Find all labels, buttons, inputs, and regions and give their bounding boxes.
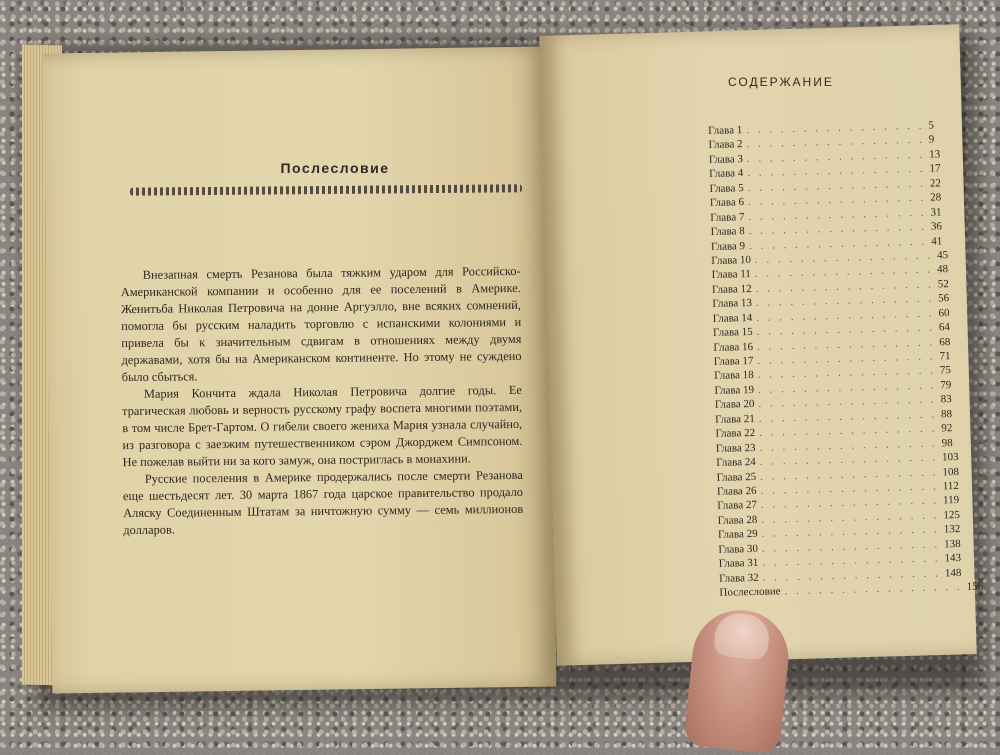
toc-leader-dots: . . . . . . . . . . . . . . . . [748,220,928,238]
toc-page-number: 143 [944,552,962,565]
toc-page-number: 138 [944,537,961,551]
toc-label: Глава 21 [715,412,755,426]
toc-label: Глава 11 [711,268,752,282]
toc-page-number: 22 [929,177,942,190]
toc-leader-dots: . . . . . . . . . . . . . . . . [756,336,936,353]
toc-leader-dots: . . . . . . . . . . . . . . . . [760,494,940,512]
afterword-paragraph: Русские поселения в Америке продержались после смерти Резанова еще шестьдесят лет. 30 марта 1867 года царское правительство продало Аляску Соединенным Штатам за ничтожную сумму — семь миллионов долларов. [122,467,524,538]
toc-page-number: 5 [928,119,935,132]
toc-label: Глава 15 [712,326,753,340]
toc-label: Глава 16 [713,340,754,354]
contents-title: СОДЕРЖАНИЕ [728,75,834,89]
toc-label: Глава 17 [713,354,754,368]
toc-page-number: 75 [939,364,952,377]
toc-label: Послесловие [719,585,781,599]
toc-page-number: 31 [930,205,942,219]
toc-leader-dots: . . . . . . . . . . . . . . . . [760,480,939,497]
toc-leader-dots: . . . . . . . . . . . . . . . . [747,177,927,194]
toc-page-number: 36 [930,220,943,233]
toc-leader-dots: . . . . . . . . . . . . . . . . [761,523,940,541]
toc-leader-dots: . . . . . . . . . . . . . . . . [760,465,939,483]
toc-label: Глава 13 [712,297,753,311]
toc-page-number: 48 [936,263,949,276]
toc-leader-dots: . . . . . . . . . . . . . . . . [754,263,934,281]
afterword-paragraph: Мария Кончита ждала Николая Петровича долгие годы. Ее трагическая любовь и верность русскому графу воспета многими поэтами, в том числе Брет-Гартом. О гибели своего жениха Мария узнала случайно, из разговора с заезжим путешественником сэром Джорджем Симпсоном. Не пожелав выйти ни за кого замуж, она постриглась в монахини. [122,382,523,470]
toc-label: Глава 22 [715,427,756,441]
toc-label: Глава 24 [716,455,757,469]
toc-page-number: 125 [943,508,961,522]
toc-page-number: 98 [941,436,953,450]
toc-leader-dots: . . . . . . . . . . . . . . . . [757,364,937,382]
toc-page-number: 52 [937,277,949,291]
toc-label: Глава 8 [710,225,745,239]
toc-page-number: 112 [942,479,960,493]
toc-label: Глава 14 [712,311,753,325]
toc-label: Глава 5 [709,181,744,195]
toc-leader-dots: . . . . . . . . . . . . . . . . [747,191,927,209]
toc-label: Глава 28 [717,513,758,527]
toc-label: Глава 2 [708,138,743,152]
toc-label: Глава 27 [717,499,758,513]
toc-page-number: 119 [942,494,960,507]
toc-leader-dots: . . . . . . . . . . . . . . . . [755,292,935,310]
toc-leader-dots: . . . . . . . . . . . . . . . . [758,408,938,425]
toc-page-number: 17 [929,162,941,175]
toc-label: Глава 12 [711,282,752,296]
toc-page-number: 13 [929,148,941,161]
toc-leader-dots: . . . . . . . . . . . . . . . . [746,119,925,137]
toc-page-number: 41 [931,234,943,248]
toc-page-number: 56 [938,292,950,305]
toc-label: Глава 10 [711,253,752,267]
toc-leader-dots: . . . . . . . . . . . . . . . . [748,206,927,223]
toc-page-number: 79 [940,379,952,392]
toc-leader-dots: . . . . . . . . . . . . . . . . [756,307,935,324]
toc-leader-dots: . . . . . . . . . . . . . . . . [761,509,940,526]
toc-page-number: 28 [930,191,942,204]
toc-leader-dots: . . . . . . . . . . . . . . . . [759,451,939,468]
toc-label: Глава 9 [710,239,746,253]
afterword-text [121,263,524,539]
toc-page-number: 68 [939,335,951,348]
toc-label: Глава 1 [708,124,743,137]
toc-leader-dots: . . . . . . . . . . . . . . . . [746,148,926,165]
toc-page-number: 60 [938,306,950,320]
toc-page-number: 45 [936,249,949,262]
toc-label: Глава 6 [709,196,745,210]
toc-leader-dots: . . . . . . . . . . . . . . . . [762,567,942,584]
toc-leader-dots: . . . . . . . . . . . . . . . . [761,538,941,555]
afterword-paragraph: Внезапная смерть Резанова была тяжким ударом для Российско-Американской компании и особенно для ее поселений в Америке. Женитьба Николая Петровича на донне Аргуэлло, вне всяких сомнений, помогла бы русским наладить торговлю с испанскими колониями и привела бы к значительным сдвигам в отношениях между двумя державами, хотя бы на Американском континенте. Но этому не суждено было сбыться. [120,263,522,385]
toc-label: Глава 26 [716,484,757,498]
toc-label: Глава 23 [715,441,756,455]
toc-label: Глава 3 [708,153,744,166]
toc-page-number: 9 [928,133,935,147]
toc-label: Глава 7 [710,210,745,224]
toc-leader-dots: . . . . . . . . . . . . . . . . [746,134,925,151]
toc-page-number: 71 [939,350,951,363]
toc-leader-dots: . . . . . . . . . . . . . . . . [757,379,937,396]
toc-leader-dots: . . . . . . . . . . . . . . . . [756,321,936,338]
toc-leader-dots: . . . . . . . . . . . . . . . . [754,249,934,266]
toc-leader-dots: . . . . . . . . . . . . . . . . [747,163,926,180]
toc-label: Глава 18 [714,369,754,383]
toc-page-number: 88 [940,407,953,421]
toc-leader-dots: . . . . . . . . . . . . . . . . [762,552,941,569]
afterword-title: Послесловие [280,160,390,176]
toc-page-number: 156 [966,580,984,593]
toc-page-number: 83 [940,393,952,406]
toc-label: Глава 31 [718,557,759,570]
toc-page-number: 92 [941,422,953,435]
toc-leader-dots: . . . . . . . . . . . . . . . . [759,437,938,454]
toc-label: Глава 30 [718,542,759,556]
toc-leader-dots: . . . . . . . . . . . . . . . . [784,580,963,598]
toc-leader-dots: . . . . . . . . . . . . . . . . [757,350,936,367]
toc-page-number: 108 [942,465,960,478]
toc-leader-dots: . . . . . . . . . . . . . . . . [759,422,938,440]
toc-label: Глава 32 [718,571,759,585]
table-of-contents [708,119,984,600]
toc-label: Глава 20 [714,398,755,412]
toc-label: Глава 25 [716,470,757,484]
toc-page-number: 148 [944,566,962,579]
toc-leader-dots: . . . . . . . . . . . . . . . . [755,278,934,295]
toc-page-number: 132 [943,523,961,536]
toc-label: Глава 4 [709,167,744,181]
toc-label: Глава 29 [717,528,758,542]
toc-label: Глава 19 [714,383,755,397]
toc-page-number: 103 [941,451,959,464]
toc-page-number: 64 [938,321,951,334]
toc-leader-dots: . . . . . . . . . . . . . . . . [748,235,928,252]
toc-leader-dots: . . . . . . . . . . . . . . . . [758,393,937,411]
